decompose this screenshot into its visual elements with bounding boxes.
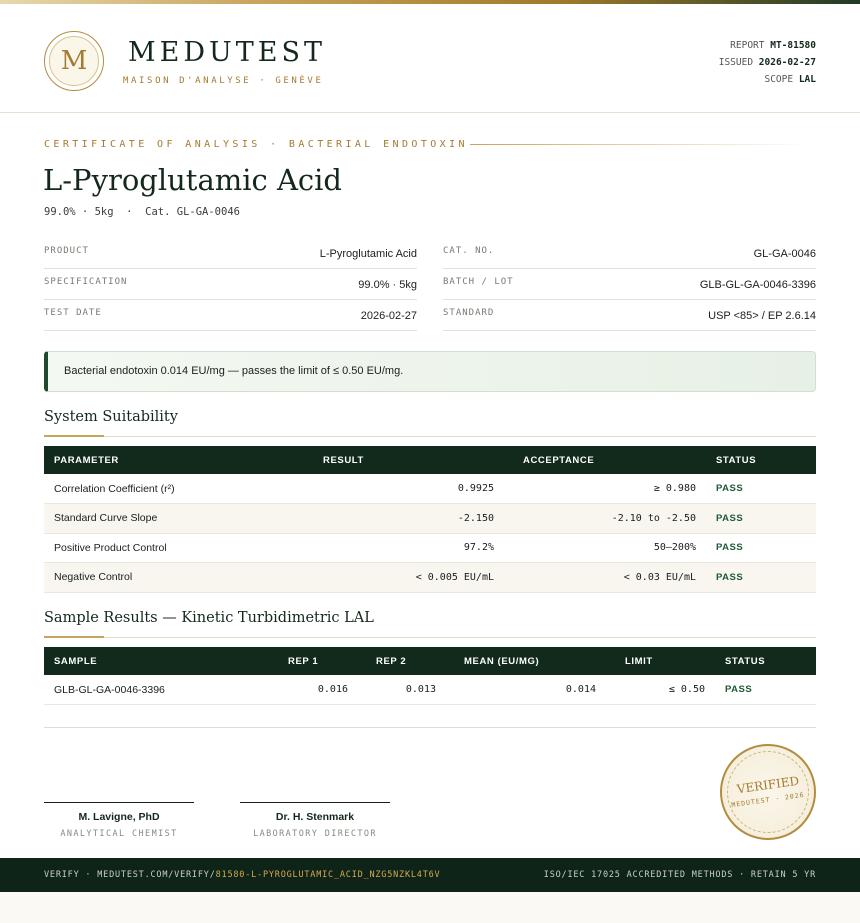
result-cell: -2.150: [234, 504, 504, 534]
limit-cell: ≤ 0.50: [606, 675, 715, 705]
header: [0, 4, 860, 113]
signature-divider: [44, 727, 816, 728]
signature-block: [240, 802, 390, 839]
signatory-name: M. Lavigne, PhD: [78, 811, 160, 823]
info-row: [44, 300, 417, 331]
status-badge: PASS: [715, 675, 816, 705]
rep2-cell: 0.013: [358, 675, 446, 705]
info-value: GLB-GL-GA-0046-3396: [699, 279, 816, 291]
section-accent: [44, 435, 104, 437]
column-header: RESULT: [234, 446, 504, 474]
verify-code: 81580-L-PYROGLUTAMIC_ACID_NZG5NZKL4T6V: [215, 870, 441, 880]
seal-main-text: VERIFIED: [736, 773, 800, 797]
banner-text: Bacterial endotoxin 0.014 EU/mg — passes the limit of ≤ 0.50 EU/mg.: [64, 365, 404, 377]
parameter-cell: Standard Curve Slope: [44, 504, 234, 534]
report-number: MT-81580: [770, 40, 816, 51]
scope-line: [719, 71, 816, 88]
verified-seal-icon: [720, 744, 816, 840]
info-value: L-Pyroglutamic Acid: [319, 248, 417, 260]
column-header: REP 1: [229, 647, 358, 675]
result-cell: < 0.005 EU/mL: [234, 563, 504, 593]
report-line: [719, 37, 816, 54]
scope-value: LAL: [798, 74, 816, 85]
accreditation-note: ISO/IEC 17025 ACCREDITED METHODS · RETAIN 5 YR: [543, 870, 816, 880]
acceptance-cell: -2.10 to -2.50: [504, 504, 706, 534]
signature-block: [44, 802, 194, 839]
section-title-samples: Sample Results — Kinetic Turbidimetric LAL: [44, 610, 374, 626]
result-banner: [44, 351, 816, 392]
sample-results-table: [44, 647, 816, 705]
sample-cell: GLB-GL-GA-0046-3396: [44, 675, 229, 705]
info-value: 99.0% · 5kg: [358, 279, 417, 291]
verify-prefix: VERIFY · MEDUTEST.COM/VERIFY/: [44, 870, 216, 880]
info-label: CAT. NO.: [443, 246, 495, 256]
table-row: [44, 533, 816, 563]
info-label: TEST DATE: [44, 308, 102, 318]
status-badge: PASS: [706, 533, 816, 563]
result-cell: 0.9925: [234, 474, 504, 504]
info-label: SPECIFICATION: [44, 277, 128, 287]
product-title: L-Pyroglutamic Acid: [43, 163, 342, 197]
acceptance-cell: < 0.03 EU/mL: [504, 563, 706, 593]
column-header: REP 2: [358, 647, 446, 675]
parameter-cell: Negative Control: [44, 563, 234, 593]
info-row: [443, 300, 816, 331]
scope-label: SCOPE: [764, 74, 794, 85]
info-value: GL-GA-0046: [753, 248, 816, 260]
table-row: [44, 563, 816, 593]
info-row: [443, 238, 816, 269]
info-left-column: [44, 238, 417, 331]
signatory-role: LABORATORY DIRECTOR: [253, 829, 377, 839]
footer: [0, 858, 860, 892]
eyebrow-divider: [470, 144, 810, 145]
report-label: REPORT: [730, 40, 765, 51]
info-row: [44, 238, 417, 269]
column-header: PARAMETER: [44, 446, 234, 474]
parameter-cell: Positive Product Control: [44, 533, 234, 563]
suitability-table: [44, 446, 816, 593]
rep1-cell: 0.016: [229, 675, 358, 705]
product-subline: 99.0% · 5kg · Cat. GL-GA-0046: [44, 206, 240, 218]
verify-link[interactable]: [44, 870, 440, 880]
brand-name: MEDUTEST: [128, 37, 326, 68]
info-label: STANDARD: [443, 308, 495, 318]
section-accent: [44, 636, 104, 638]
signatory-name: Dr. H. Stenmark: [275, 811, 355, 823]
status-badge: PASS: [706, 504, 816, 534]
info-row: [443, 269, 816, 300]
column-header: LIMIT: [606, 647, 715, 675]
info-label: BATCH / LOT: [443, 277, 514, 287]
issued-line: [719, 54, 816, 71]
issued-label: ISSUED: [718, 57, 754, 68]
logo-icon: [44, 31, 104, 91]
certificate-eyebrow: CERTIFICATE OF ANALYSIS · BACTERIAL ENDOTOXIN: [44, 139, 468, 150]
acceptance-cell: ≥ 0.980: [504, 474, 706, 504]
table-row: [44, 504, 816, 534]
table-header-row: [44, 647, 816, 675]
report-meta: [719, 37, 816, 88]
issued-date: 2026-02-27: [758, 57, 816, 68]
signatory-role: ANALYTICAL CHEMIST: [60, 829, 178, 839]
column-header: SAMPLE: [44, 647, 229, 675]
signature-line: [240, 802, 390, 803]
logo-letter: M: [49, 36, 99, 86]
parameter-cell: Correlation Coefficient (r²): [44, 474, 234, 504]
brand-subtitle: MAISON D'ANALYSE · GENÈVE: [123, 76, 324, 86]
status-badge: PASS: [706, 563, 816, 593]
info-value: 2026-02-27: [360, 310, 417, 322]
column-header: ACCEPTANCE: [504, 446, 706, 474]
column-header: STATUS: [715, 647, 816, 675]
mean-cell: 0.014: [446, 675, 606, 705]
table-header-row: [44, 446, 816, 474]
info-right-column: [443, 238, 816, 331]
section-title-suitability: System Suitability: [44, 409, 178, 425]
column-header: MEAN (EU/MG): [446, 647, 606, 675]
table-row: [44, 675, 816, 705]
info-label: PRODUCT: [44, 246, 89, 256]
page-margin: [0, 892, 860, 923]
section-rule: [44, 436, 816, 437]
signature-line: [44, 802, 194, 803]
acceptance-cell: 50–200%: [504, 533, 706, 563]
column-header: STATUS: [706, 446, 816, 474]
info-value: USP <85> / EP 2.6.14: [708, 310, 816, 322]
result-cell: 97.2%: [234, 533, 504, 563]
table-row: [44, 474, 816, 504]
seal-sub-text: MEDUTEST · 2026: [730, 790, 806, 810]
section-rule: [44, 637, 816, 638]
status-badge: PASS: [706, 474, 816, 504]
info-row: [44, 269, 417, 300]
